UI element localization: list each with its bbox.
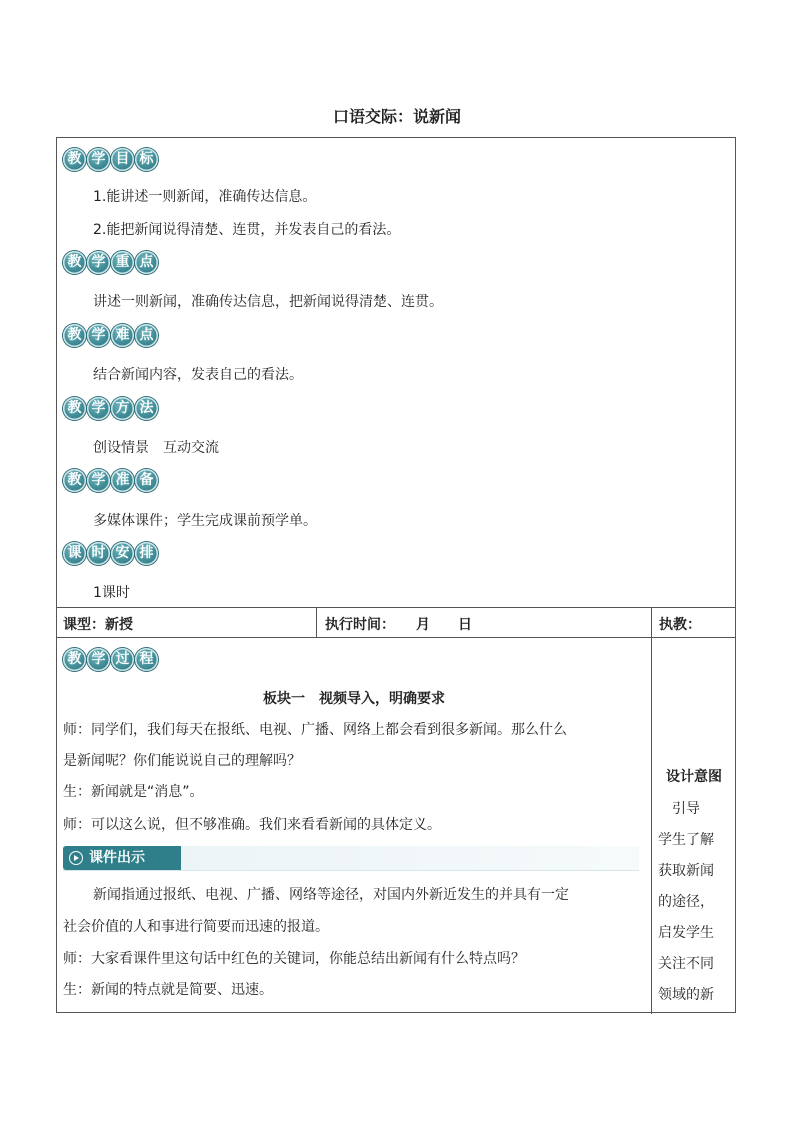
difficulties-text: 结合新闻内容，发表自己的看法。 bbox=[93, 367, 303, 383]
section-badge-methods: 教 学 方 法 bbox=[63, 397, 158, 420]
section-badge-goals: 教 学 目 标 bbox=[63, 148, 158, 171]
section-badge-preparation: 教 学 准 备 bbox=[63, 469, 158, 492]
design-intent-line: 学生了解 bbox=[658, 832, 714, 848]
page-title: 口语交际：说新闻 bbox=[332, 107, 461, 126]
goal-item-2: 2.能把新闻说得清楚、连贯，并发表自己的看法。 bbox=[93, 222, 401, 238]
goal-item-1: 1.能讲述一则新闻，准确传达信息。 bbox=[93, 189, 317, 205]
key-points-text: 讲述一则新闻，准确传达信息，把新闻说得清楚、连贯。 bbox=[93, 294, 443, 310]
section-badge-key-points: 教 学 重 点 bbox=[63, 251, 158, 274]
courseware-text-2: 社会价值的人和事进行简要而迅速的报道。 bbox=[63, 919, 329, 935]
section-badge-difficulties: 教 学 难 点 bbox=[63, 324, 158, 347]
courseware-tab: 课件出示 bbox=[63, 846, 181, 870]
section-badge-schedule: 课 时 安 排 bbox=[63, 542, 158, 565]
design-intent-line: 关注不同 bbox=[658, 956, 714, 972]
play-icon bbox=[69, 851, 83, 865]
dialog2-line-1: 师：大家看课件里这句话中红色的关键词，你能总结出新闻有什么特点吗？ bbox=[63, 951, 525, 967]
design-intent-line: 启发学生 bbox=[658, 925, 714, 941]
dialog-line-2: 是新闻呢？你们能说说自己的理解吗？ bbox=[63, 753, 301, 769]
design-intent-line: 的途径， bbox=[658, 894, 714, 910]
section-badge-process: 教 学 过 程 bbox=[63, 648, 158, 671]
methods-text: 创设情景 互动交流 bbox=[93, 440, 219, 456]
dialog-line-4: 师：可以这么说，但不够准确。我们来看看新闻的具体定义。 bbox=[63, 817, 441, 833]
block-heading: 板块一 视频导入，明确要求 bbox=[263, 691, 445, 707]
dialog2-line-2: 生：新闻的特点就是简要、迅速。 bbox=[63, 982, 273, 998]
dialog-line-3: 生：新闻就是“消息”。 bbox=[63, 784, 204, 800]
design-intent-heading: 设计意图 bbox=[666, 769, 722, 785]
dialog-line-1: 师：同学们，我们每天在报纸、电视、广播、网络上都会看到很多新闻。那么什么 bbox=[63, 722, 567, 738]
exec-time: 执行时间： 月 日 bbox=[325, 617, 472, 633]
design-intent-line: 获取新闻 bbox=[658, 863, 714, 879]
preparation-text: 多媒体课件；学生完成课前预学单。 bbox=[93, 513, 317, 529]
row-divider-bottom bbox=[57, 637, 735, 638]
design-intent-line: 引导 bbox=[658, 801, 700, 817]
courseware-banner bbox=[63, 846, 639, 871]
schedule-text: 1课时 bbox=[93, 585, 130, 601]
lesson-plan-table bbox=[56, 137, 736, 1013]
col-divider-1 bbox=[316, 607, 317, 638]
design-intent bbox=[652, 766, 736, 1011]
courseware-text-1: 新闻指通过报纸、电视、广播、网络等途径，对国内外新近发生的并具有一定 bbox=[93, 887, 569, 903]
design-intent-line: 领域的新 bbox=[658, 987, 714, 1003]
row-divider-top bbox=[57, 607, 735, 608]
teacher: 执教： bbox=[659, 617, 701, 633]
lesson-type: 课型：新授 bbox=[63, 617, 133, 633]
